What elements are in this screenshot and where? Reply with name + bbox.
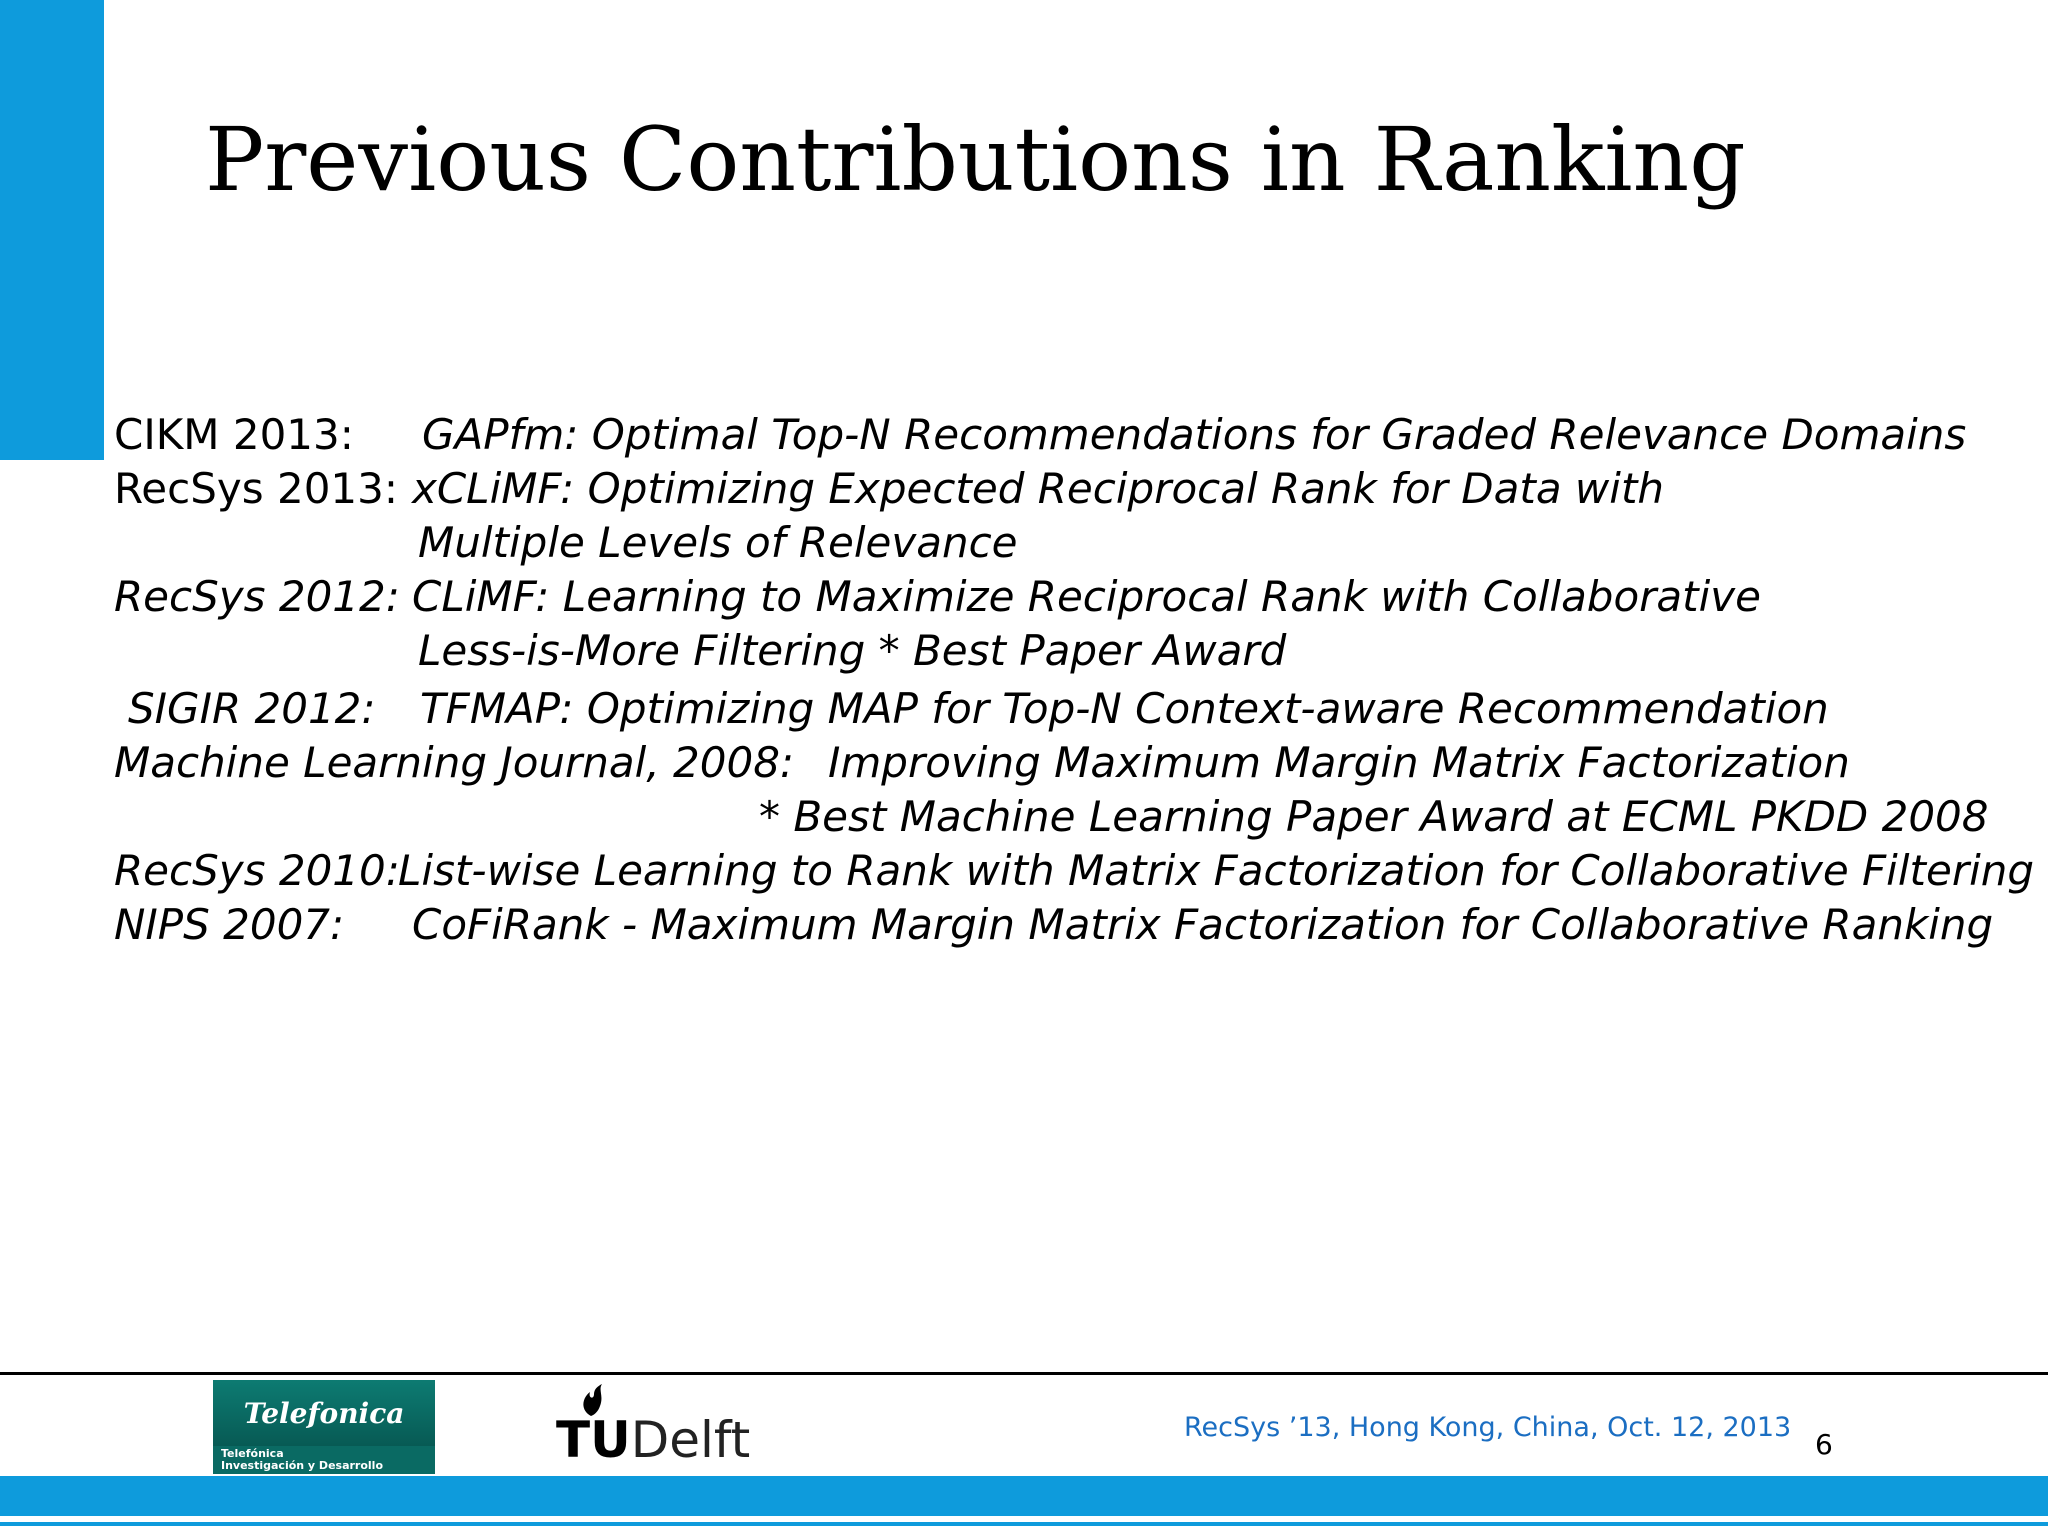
paper-title: GAPfm: Optimal Top-N Recommendations for Graded Relevance Domains: [422, 410, 1967, 459]
tudelft-tu: TU: [556, 1411, 631, 1469]
paper-title-cont: Less-is-More Filtering * Best Paper Award: [418, 626, 1287, 675]
contribution-mlj-2008-award: [114, 790, 2034, 844]
venue: RecSys 2010:: [114, 846, 400, 895]
tudelft-delft: Delft: [630, 1411, 751, 1469]
bottom-band: [0, 1476, 2048, 1516]
conference-footer: RecSys ’13, Hong Kong, China, Oct. 12, 2013: [1184, 1412, 1792, 1443]
venue: SIGIR 2012:: [128, 684, 376, 733]
contributions-list: [114, 408, 2034, 952]
paper-title: List-wise Learning to Rank with Matrix Factorization for Collaborative Filtering: [398, 846, 2035, 895]
paper-title: CLiMF: Learning to Maximize Reciprocal Rank with Collaborative: [412, 572, 1762, 621]
telefonica-logo-line1: Telefónica: [221, 1447, 284, 1460]
contribution-recsys-2013: [114, 462, 2034, 516]
paper-title-cont: Multiple Levels of Relevance: [418, 518, 1018, 567]
venue: RecSys 2012:: [114, 572, 400, 621]
contribution-recsys-2012: [114, 570, 2034, 624]
paper-title: TFMAP: Optimizing MAP for Top-N Context-aware Recommendation: [420, 684, 1829, 733]
paper-title: Improving Maximum Margin Matrix Factorization: [828, 738, 1850, 787]
accent-bar: [0, 0, 104, 460]
contribution-recsys-2010: [114, 844, 2034, 898]
contribution-recsys-2013-cont: [114, 516, 2034, 570]
footer-divider: [0, 1372, 2048, 1375]
contribution-recsys-2012-cont: [114, 624, 2034, 678]
contribution-sigir-2012: [114, 682, 2034, 736]
paper-award: * Best Machine Learning Paper Award at ECML PKDD 2008: [759, 792, 1989, 841]
contribution-mlj-2008: [114, 736, 2034, 790]
paper-title: xCLiMF: Optimizing Expected Reciprocal Rank for Data with: [412, 464, 1665, 513]
venue: Machine Learning Journal, 2008:: [114, 738, 795, 787]
telefonica-logo-line2: Investigación y Desarrollo: [221, 1459, 384, 1472]
contribution-nips-2007: [114, 898, 2034, 952]
paper-title: CoFiRank - Maximum Margin Matrix Factorization for Collaborative Ranking: [412, 900, 1994, 949]
page-number: 6: [1815, 1428, 1833, 1461]
slide-title: Previous Contributions in Ranking: [205, 108, 1746, 211]
contribution-cikm-2013: [114, 408, 2034, 462]
tudelft-logo: [556, 1382, 776, 1469]
venue: CIKM 2013:: [114, 410, 354, 459]
telefonica-logo: [213, 1380, 435, 1474]
venue: RecSys 2013:: [114, 464, 399, 513]
venue: NIPS 2007:: [114, 900, 345, 949]
bottom-line: [0, 1522, 2048, 1526]
telefonica-wordmark: Telefonica: [213, 1380, 435, 1446]
